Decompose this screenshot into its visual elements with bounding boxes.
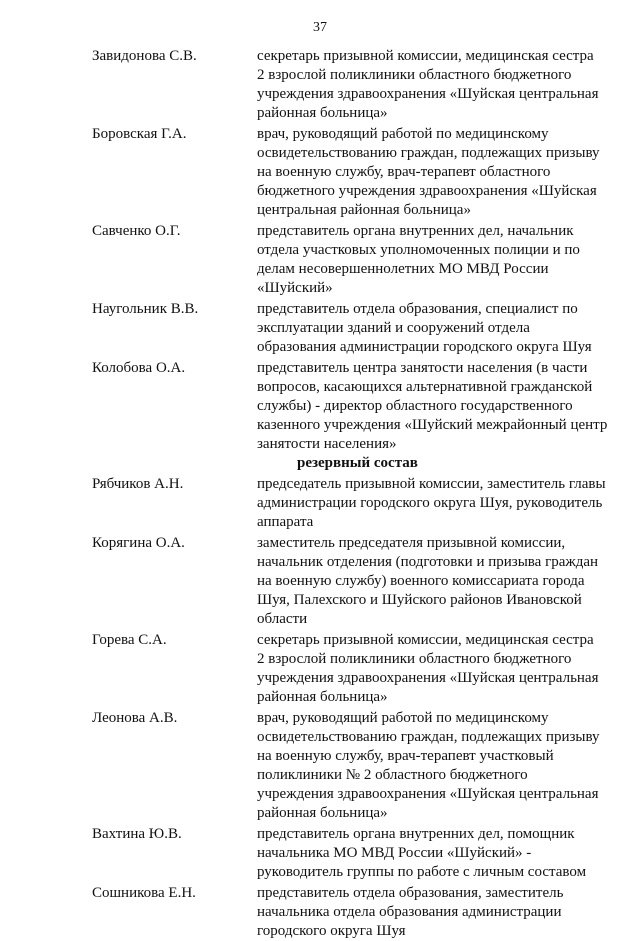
member-name: Леонова А.В. — [92, 710, 178, 726]
member-entry-soshnikova — [92, 884, 615, 941]
member-name: Наугольник В.В. — [92, 301, 199, 317]
member-name: Завидонова С.В. — [92, 48, 197, 64]
member-role: врач, руководящий работой по медицинскому освидетельствованию граждан, подлежащих призыву на военную службу, врач-терапевт областного бюджетного учреждения здравоохранения «Шуйская центральная районная больница» — [257, 126, 600, 218]
member-name: Савченко О.Г. — [92, 223, 181, 239]
member-role: представитель отдела образования, заместитель начальника отдела образования администрации городского округа Шуя — [257, 885, 564, 939]
member-role: врач, руководящий работой по медицинскому освидетельствованию граждан, подлежащих призыву на военную службу, врач-терапевт участковый поликлиники № 2 областного бюджетного учреждения здравоохранения «Шуйская центральная районная больница» — [257, 710, 600, 821]
member-entry-koryagina — [92, 534, 615, 629]
member-entry-naugolnik — [92, 300, 615, 357]
member-name: Корягина О.А. — [92, 535, 185, 551]
member-role: секретарь призывной комиссии, медицинская сестра 2 взрослой поликлиники областного бюджетного учреждения здравоохранения «Шуйская центральная районная больница» — [257, 48, 599, 121]
reserve-section-title: резервный состав — [297, 455, 418, 471]
member-role: председатель призывной комиссии, заместитель главы администрации городского округа Шуя, руководитель аппарата — [257, 476, 606, 530]
member-entry-zavidonova — [92, 47, 615, 123]
member-name: Вахтина Ю.В. — [92, 826, 182, 842]
member-entry-vakhtina — [92, 825, 615, 882]
member-name: Боровская Г.А. — [92, 126, 187, 142]
member-entry-ryabchikov — [92, 475, 615, 532]
member-role: представитель отдела образования, специалист по эксплуатации зданий и сооружений отдела образования администрации городского округа Шуя — [257, 301, 592, 355]
member-role: представитель органа внутренних дел, помощник начальника МО МВД России «Шуйский» - руководитель группы по работе с личным составом — [257, 826, 587, 880]
member-role: представитель центра занятости населения (в части вопросов, касающихся альтернативной гражданской службы) - директор областного государственного казенного учреждения «Шуйский межрайонный центр занятости населения» — [257, 360, 608, 452]
member-role: представитель органа внутренних дел, начальник отдела участковых уполномоченных полиции и по делам несовершеннолетних МО МВД России «Шуйский» — [257, 223, 580, 296]
member-role: секретарь призывной комиссии, медицинская сестра 2 взрослой поликлиники областного бюджетного учреждения здравоохранения «Шуйская центральная районная больница» — [257, 632, 599, 705]
member-name: Колобова О.А. — [92, 360, 186, 376]
member-entry-goreva — [92, 631, 615, 707]
commission-list — [92, 47, 615, 941]
member-entry-borovskaya — [92, 125, 615, 220]
page-number: 37 — [313, 20, 327, 35]
member-name: Горева С.А. — [92, 632, 167, 648]
member-entry-leonova — [92, 709, 615, 823]
member-entry-savchenko — [92, 222, 615, 298]
member-name: Сошникова Е.Н. — [92, 885, 196, 901]
member-name: Рябчиков А.Н. — [92, 476, 184, 492]
member-role: заместитель председателя призывной комиссии, начальник отделения (подготовки и призыва граждан на военную службу) военного комиссариата города Шуя, Палехского и Шуйского районов Ивановской области — [257, 535, 599, 627]
member-entry-kolobova — [92, 359, 615, 454]
